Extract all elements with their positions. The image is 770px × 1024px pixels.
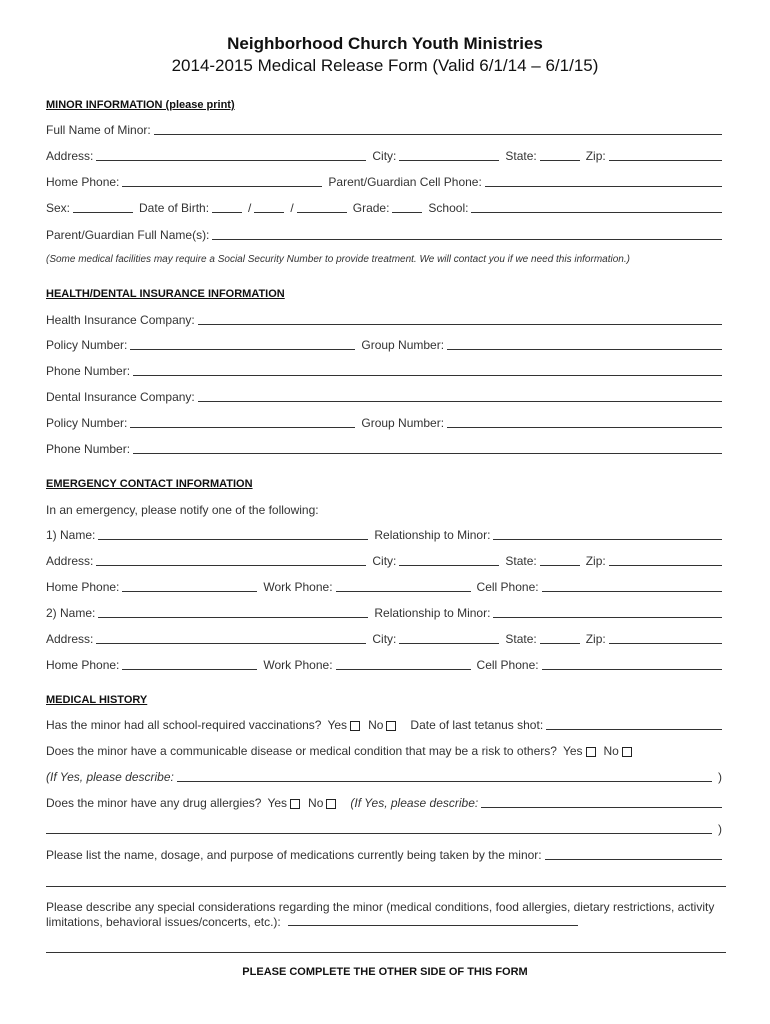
contact1-name-label: 1) Name: [46,528,96,542]
work-phone-label: Work Phone: [263,658,333,672]
contact2-home-phone-field[interactable] [122,669,257,670]
communicable-no-checkbox[interactable] [622,747,632,757]
contact1-address-field[interactable] [96,565,366,566]
considerations-label: Please describe any special considerations regarding the minor (medical conditions, food allergies, dietary restrictions, activity limitations, behavioral issues/concerts, etc.): [46,900,715,929]
drug-allergies-question: Does the minor have any drug allergies? [46,796,262,810]
contact1-city-field[interactable] [399,565,499,566]
home-phone-label: Home Phone: [46,175,120,189]
state-field[interactable] [540,160,580,161]
if-yes-label: (If Yes, please describe: [46,770,174,784]
vaccinations-question: Has the minor had all school-required vaccinations? [46,718,322,732]
home-phone-label: Home Phone: [46,658,120,672]
phone-label: Phone Number: [46,442,131,456]
dental-company-field[interactable] [198,401,722,402]
allergies-describe-field[interactable] [481,807,722,808]
minor-details-row [46,201,722,215]
cell-phone-label: Cell Phone: [476,580,539,594]
health-phone-row [46,364,722,378]
contact1-zip-field[interactable] [609,565,722,566]
contact1-name-field[interactable] [98,539,368,540]
dental-policy-row [46,416,722,430]
contact2-address-field[interactable] [96,643,366,644]
health-policy-row [46,338,722,352]
dental-phone-row [46,442,722,456]
contact2-cell-phone-field[interactable] [542,669,722,670]
relationship-label: Relationship to Minor: [374,528,491,542]
medications-label: Please list the name, dosage, and purpose of medications currently being taken by the minor: [46,848,542,862]
minor-phone-row [46,175,722,189]
state-label: State: [505,632,537,646]
health-phone-field[interactable] [133,375,722,376]
guardian-names-row [46,228,722,242]
city-label: City: [372,149,397,163]
considerations-field[interactable] [288,925,578,926]
state-label: State: [505,149,537,163]
guardian-cell-label: Parent/Guardian Cell Phone: [328,175,482,189]
communicable-yes-checkbox[interactable] [586,747,596,757]
contact2-zip-field[interactable] [609,643,722,644]
vaccinations-row [46,718,722,732]
no-label: No [603,744,619,758]
contact2-work-phone-field[interactable] [336,669,471,670]
dob-slash: / [290,201,294,215]
communicable-question: Does the minor have a communicable disease or medical condition that may be a risk to others? [46,744,557,758]
city-label: City: [372,554,397,568]
contact1-address-row [46,554,722,568]
allergies-continue-row [46,822,722,836]
health-company-field[interactable] [198,324,722,325]
address-label: Address: [46,554,94,568]
zip-field[interactable] [609,160,722,161]
health-company-row [46,313,722,327]
cell-phone-label: Cell Phone: [476,658,539,672]
communicable-row [46,744,722,758]
emergency-intro-row [46,503,722,517]
contact2-address-row [46,632,722,646]
policy-label: Policy Number: [46,338,128,352]
allergies-describe-field-2[interactable] [46,833,712,834]
address-field[interactable] [96,160,366,161]
allergies-yes-checkbox[interactable] [290,799,300,809]
minor-address-row [46,149,722,163]
grade-field[interactable] [392,212,422,213]
zip-label: Zip: [585,149,606,163]
insurance-section-heading: HEALTH/DENTAL INSURANCE INFORMATION [46,288,285,300]
contact2-name-row [46,606,722,620]
communicable-describe-row [46,770,722,784]
policy-label: Policy Number: [46,416,128,430]
school-field[interactable] [471,212,722,213]
footer-note: PLEASE COMPLETE THE OTHER SIDE OF THIS FORM [242,966,528,978]
contact2-state-field[interactable] [540,643,580,644]
dental-group-field[interactable] [447,427,722,428]
if-yes-label: (If Yes, please describe: [350,796,479,810]
dob-month-field[interactable] [212,212,242,213]
contact2-name-label: 2) Name: [46,606,96,620]
yes-label: Yes [267,796,288,810]
zip-label: Zip: [585,554,606,568]
health-company-label: Health Insurance Company: [46,313,195,327]
state-label: State: [505,554,537,568]
dob-year-field[interactable] [297,212,347,213]
minor-section-heading: MINOR INFORMATION (please print) [46,99,235,111]
dental-phone-field[interactable] [133,453,722,454]
vaccinations-yes-checkbox[interactable] [350,721,360,731]
contact2-phones-row [46,658,722,672]
sex-field[interactable] [73,212,133,213]
zip-label: Zip: [585,632,606,646]
communicable-describe-field[interactable] [177,781,712,782]
work-phone-label: Work Phone: [263,580,333,594]
city-label: City: [372,632,397,646]
ssn-note: (Some medical facilities may require a Social Security Number to provide treatment. We will contact you if we need this information.) [46,254,630,265]
contact1-name-row [46,528,722,542]
allergies-no-checkbox[interactable] [326,799,336,809]
full-name-field[interactable] [154,134,722,135]
school-label: School: [428,201,469,215]
considerations-field-2[interactable] [46,952,726,953]
close-paren: ) [718,822,722,836]
emergency-section-heading: EMERGENCY CONTACT INFORMATION [46,478,253,490]
dental-policy-field[interactable] [130,427,355,428]
home-phone-field[interactable] [122,186,322,187]
guardian-names-field[interactable] [212,239,722,240]
address-label: Address: [46,632,94,646]
phone-label: Phone Number: [46,364,131,378]
contact2-city-field[interactable] [399,643,499,644]
city-field[interactable] [399,160,499,161]
home-phone-label: Home Phone: [46,580,120,594]
full-name-label: Full Name of Minor: [46,123,151,137]
health-policy-field[interactable] [130,349,355,350]
contact1-state-field[interactable] [540,565,580,566]
drug-allergies-row [46,796,722,810]
grade-label: Grade: [352,201,390,215]
relationship-label: Relationship to Minor: [374,606,491,620]
no-label: No [308,796,324,810]
medical-section-heading: MEDICAL HISTORY [46,694,148,706]
close-paren: ) [718,770,722,784]
form-subtitle: 2014-2015 Medical Release Form (Valid 6/1/14 – 6/1/15) [171,56,599,75]
considerations-prompt [46,900,722,930]
contact1-cell-phone-field[interactable] [542,591,722,592]
contact1-work-phone-field[interactable] [336,591,471,592]
dob-label: Date of Birth: [139,201,210,215]
contact2-name-field[interactable] [98,617,368,618]
dental-company-label: Dental Insurance Company: [46,390,195,404]
no-label: No [368,718,384,732]
dental-company-row [46,390,722,404]
full-name-row [46,123,722,137]
medications-field[interactable] [545,859,722,860]
address-label: Address: [46,149,94,163]
yes-label: Yes [327,718,348,732]
dob-day-field[interactable] [254,212,284,213]
contact1-phones-row [46,580,722,594]
group-label: Group Number: [361,416,445,430]
guardian-cell-field[interactable] [485,186,722,187]
vaccinations-no-checkbox[interactable] [386,721,396,731]
contact1-relationship-field[interactable] [493,539,722,540]
sex-label: Sex: [46,201,71,215]
tetanus-date-field[interactable] [546,729,722,730]
medications-field-2[interactable] [46,886,726,887]
emergency-intro: In an emergency, please notify one of the following: [46,503,319,517]
contact2-relationship-field[interactable] [493,617,722,618]
contact1-home-phone-field[interactable] [122,591,257,592]
guardian-names-label: Parent/Guardian Full Name(s): [46,228,210,242]
tetanus-label: Date of last tetanus shot: [410,718,544,732]
form-title: Neighborhood Church Youth Ministries [227,34,543,53]
yes-label: Yes [562,744,583,758]
medications-row [46,848,722,862]
health-group-field[interactable] [447,349,722,350]
dob-slash: / [248,201,252,215]
group-label: Group Number: [361,338,445,352]
